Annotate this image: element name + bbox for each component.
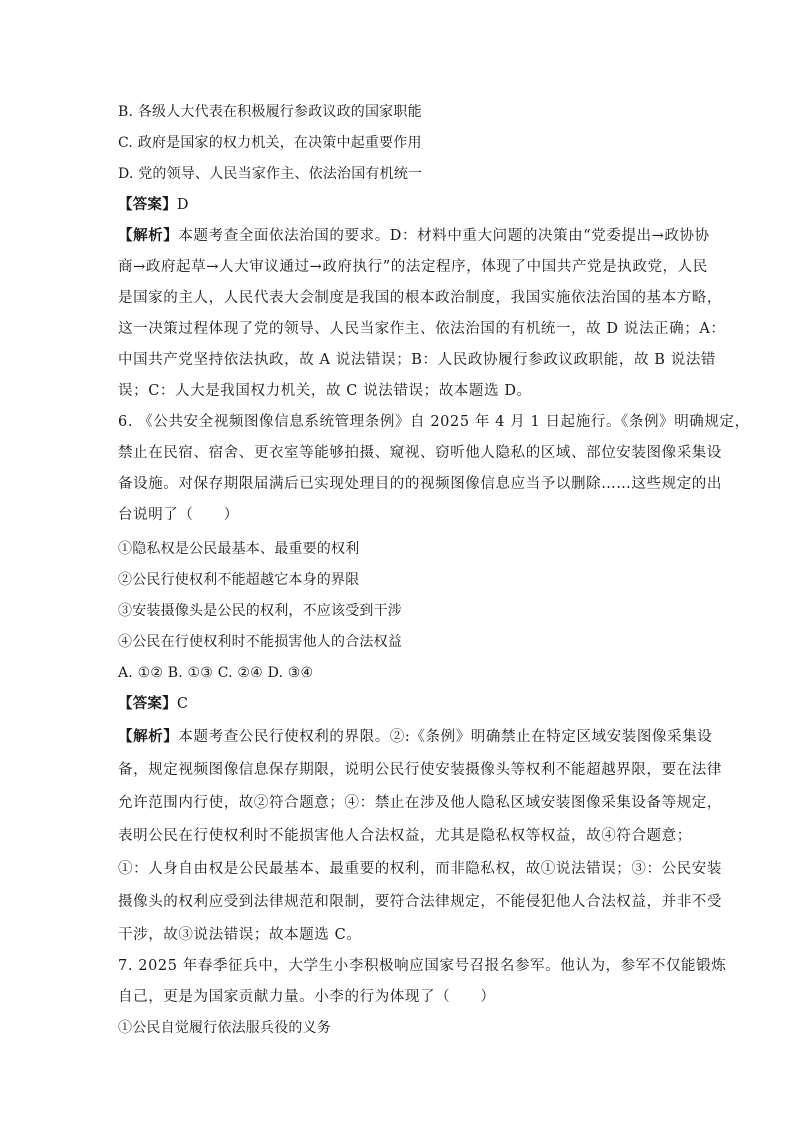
question-7-stem: 7. 2025 年春季征兵中，大学生小李积极响应国家号召报名参军。他认为，参军不仅能锻炼 — [118, 958, 727, 974]
analysis-text: 允许范围内行使，故②符合题意；④：禁止在涉及他人隐私区域安装图像采集设备等规定， — [118, 795, 722, 811]
analysis-text: 本题考查全面依法治国的要求。D：材料中重大问题的决策由“党委提出→政协协 — [178, 228, 710, 244]
statement-1: ①公民自觉履行依法服兵役的义务 — [118, 1020, 331, 1036]
analysis-text: 商→政府起草→人大审议通过→政府执行”的法定程序，体现了中国共产党是执政党，人民 — [118, 259, 708, 275]
statement-3: ③安装摄像头是公民的权利，不应该受到干涉 — [118, 603, 402, 619]
analysis-line — [118, 226, 710, 246]
analysis-text: 中国共产党坚持依法执政，故 A 说法错误；B：人民政协履行参政议政职能，故 B 说法错 — [118, 352, 717, 368]
analysis-text: 干涉，故③说法错误；故本题选 C。 — [118, 927, 362, 943]
question-6-stem: 6. 《公共安全视频图像信息系统管理条例》自 2025 年 4 月 1 日起施行。《条例》明确规定， — [118, 414, 750, 430]
analysis-text: 本题考查公民行使权利的界限。②:《条例》明确禁止在特定区域安装图像采集设 — [178, 729, 713, 745]
answer-value: C — [176, 696, 189, 712]
analysis-tag: 【解析】 — [118, 728, 179, 745]
answer-line — [118, 694, 678, 714]
option-d: D. 党的领导、人民当家作主、依法治国有机统一 — [118, 166, 423, 182]
question-6-stem: 禁止在民宿、宿舍、更衣室等能够拍摄、窥视、窃听他人隐私的区域、部位安装图像采集设 — [118, 445, 722, 461]
answer-line — [118, 195, 678, 215]
analysis-text: 表明公民在行使权利时不能损害他人合法权益，尤其是隐私权等权益，故④符合题意； — [118, 828, 692, 844]
question-6-stem: 台说明了（ ） — [118, 507, 239, 523]
analysis-text: ①：人身自由权是公民最基本、最重要的权利，而非隐私权，故①说法错误；③：公民安装 — [118, 861, 722, 877]
question-6-stem: 备设施。对保存期限届满后已实现处理目的的视频图像信息应当予以删除……这些规定的出 — [118, 476, 722, 492]
answer-tag: 【答案】 — [118, 196, 177, 213]
statement-1: ①隐私权是公民最基本、最重要的权利 — [118, 541, 360, 557]
analysis-line — [118, 727, 713, 747]
question-6-options: A. ①② B. ①③ C. ②④ D. ③④ — [118, 665, 314, 681]
analysis-text: 是国家的主人，人民代表大会制度是我国的根本政治制度，我国实施依法治国的基本方略， — [118, 290, 722, 306]
option-c: C. 政府是国家的权力机关，在决策中起重要作用 — [118, 135, 422, 151]
statement-4: ④公民在行使权利时不能损害他人的合法权益 — [118, 634, 402, 650]
answer-tag: 【答案】 — [118, 695, 177, 712]
option-b: B. 各级人大代表在积极履行参政议政的国家职能 — [118, 104, 422, 120]
analysis-text: 这一决策过程体现了党的领导、人民当家作主、依法治国的有机统一，故 D 说法正确；A： — [118, 321, 726, 337]
analysis-text: 备，规定视频图像信息保存期限，说明公民行使安装摄像头等权利不能超越界限，要在法律 — [118, 762, 722, 778]
analysis-text: 摄像头的权利应受到法律规范和限制，要符合法律规定，不能侵犯他人合法权益，并非不受 — [118, 894, 722, 910]
statement-2: ②公民行使权利不能超越它本身的界限 — [118, 572, 360, 588]
question-7-stem: 自己，更是为国家贡献力量。小李的行为体现了（ ） — [118, 989, 496, 1005]
analysis-tag: 【解析】 — [118, 227, 179, 244]
analysis-text: 误；C：人大是我国权力机关，故 C 说法错误；故本题选 D。 — [118, 383, 532, 399]
answer-value: D — [176, 197, 189, 213]
